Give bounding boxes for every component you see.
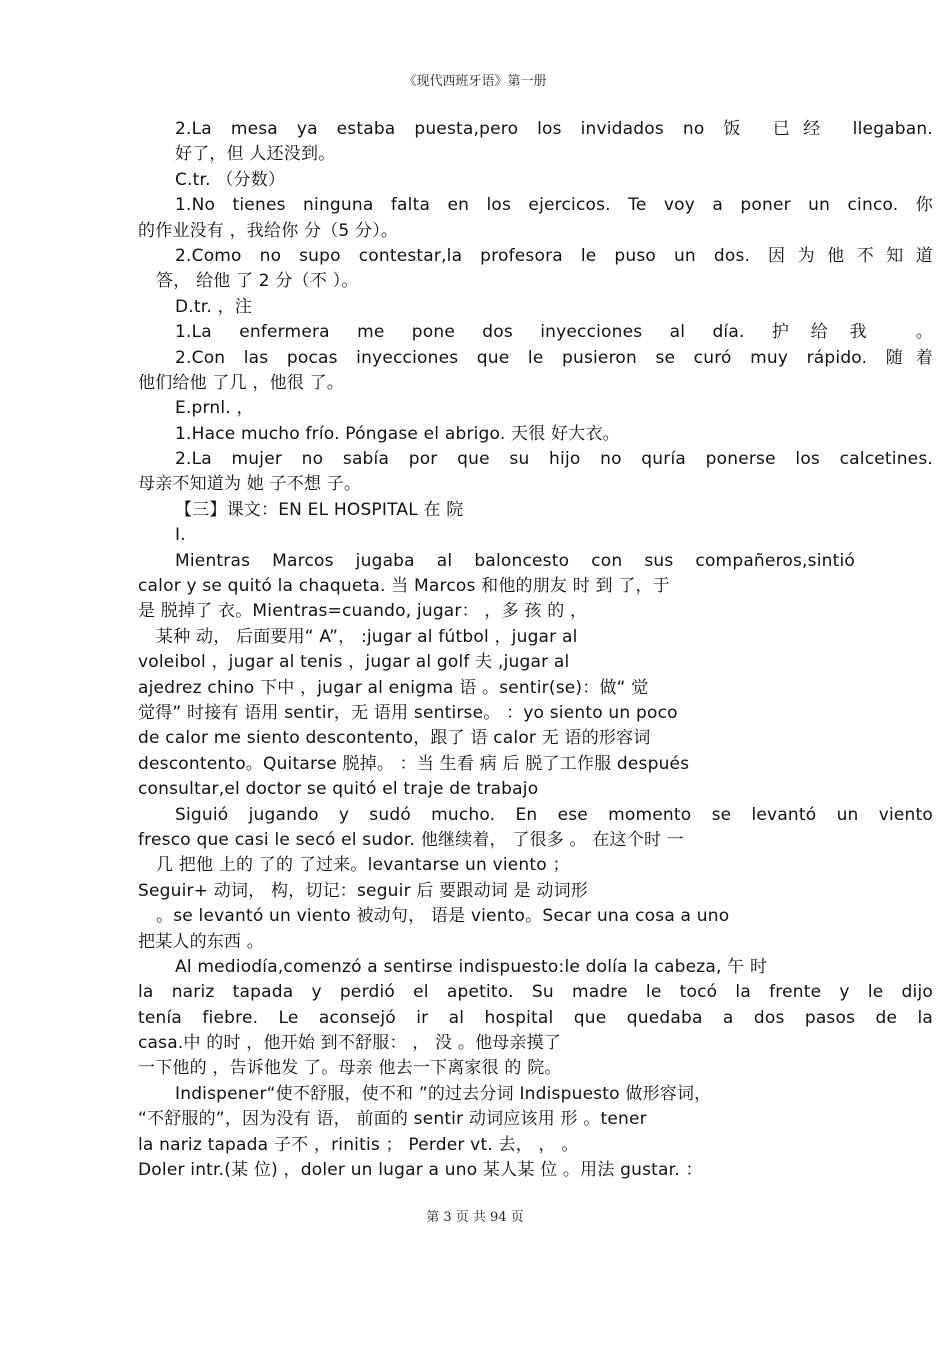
text-line: consultar,el doctor se quitó el traje de trabajo	[138, 779, 539, 800]
text-line: Seguir+ 动词， 构，切记：seguir 后 要跟动词 是 动词形	[138, 880, 588, 901]
text-line: 他们给他 了几 ，他很 了。	[138, 372, 345, 393]
text-line: 2.La mujer no sabía por que su hijo no quría ponerse los calcetines.	[175, 449, 933, 470]
document-body	[138, 117, 933, 1183]
text-line: 是 脱掉了 衣。Mientras=cuando, jugar： ，多 孩 的 ，	[138, 601, 588, 622]
section-label: D.tr. ，注	[175, 296, 252, 317]
text-line: 2.La mesa ya estaba puesta,pero los invidados no 饭 已经 llegaban.	[175, 119, 933, 139]
page-footer: 第 3 页 共 94 页	[426, 1210, 524, 1225]
section-label: C.tr. （分数）	[175, 169, 286, 190]
text-line: 把某人的东西 。	[138, 931, 265, 952]
running-header: 《现代西班牙语》第一册	[403, 74, 547, 89]
text-line: 一下他的 ，告诉他发 了。母亲 他去一下离家很 的 院。	[138, 1058, 562, 1079]
text-line: descontento。Quitarse 脱掉。 ：当 生看 病 后 脱了工作服 después	[138, 753, 690, 774]
text-line: 1.Hace mucho frío. Póngase el abrigo. 天很 好大衣。	[175, 423, 620, 444]
text-line: Mientras Marcos jugaba al baloncesto con sus compañeros,sintió	[175, 550, 855, 571]
text-line: Siguió jugando y sudó mucho. En ese momento se levantó un viento	[175, 804, 933, 825]
text-line: 母亲不知道为 她 子不想 子。	[138, 474, 362, 495]
text-line: casa.中 的时 ，他开始 到不舒服： ， 没 。他母亲摸了	[138, 1033, 562, 1054]
text-line: la nariz tapada 子不 ，rinitis ； Perder vt. 去， ， 。	[138, 1134, 579, 1155]
text-line: de calor me siento descontento，跟了 语 calor 无 语的形容词	[138, 728, 651, 749]
text-line: Al mediodía,comenzó a sentirse indispuesto:le dolía la cabeza, 午 时	[175, 956, 768, 977]
text-line: 1.La enfermera me pone dos inyecciones al día. 护给我 。	[175, 322, 933, 343]
text-line: 好了，但 人还没到。	[175, 144, 336, 165]
text-line: 觉得” 时接有 语用 sentir，无 语用 sentirse。 ：yo siento un poco	[138, 702, 678, 723]
section-heading: 【三】课文：EN EL HOSPITAL 在 院	[175, 499, 464, 520]
text-line: voleibol ，jugar al tenis ，jugar al golf 夫 ,jugar al	[138, 652, 570, 673]
text-line: fresco que casi le secó el sudor. 他继续着， 了很多 。 在这个时 一	[138, 829, 684, 850]
text-line: 几 把他 上的 了的 了过来。levantarse un viento ；	[156, 855, 570, 876]
text-line: calor y se quitó la chaqueta. 当 Marcos 和他的朋友 时 到 了，于	[138, 576, 670, 597]
text-line: Doler intr.(某 位) ，doler un lugar a uno 某人某 位 。用法 gustar. ：	[138, 1160, 703, 1181]
text-line: Indispener“使不舒服，使不和 ”的过去分词 Indispuesto 做形容词，	[175, 1083, 712, 1104]
text-line: 2.Con las pocas inyecciones que le pusieron se curó muy rápido. 随着	[175, 347, 933, 368]
section-label: E.prnl. ，	[175, 398, 254, 419]
text-line: 答， 给他 了 2 分（不 ）。	[156, 271, 359, 292]
text-line: ajedrez chino 下中 ，jugar al enigma 语 。sentir(se)：做“ 觉	[138, 677, 649, 698]
text-line: 的作业没有 ，我给你 分（5 分）。	[138, 220, 399, 241]
text-line: la nariz tapada y perdió el apetito. Su madre le tocó la frente y le dijo	[138, 982, 933, 1003]
text-line: tenía fiebre. Le aconsejó ir al hospital que quedaba a dos pasos de la	[138, 1007, 933, 1028]
section-label: I.	[175, 525, 186, 546]
text-line: 2.Como no supo contestar,la profesora le puso un dos. 因为他不知道	[175, 245, 933, 266]
text-line: 。se levantó un viento 被动句， 语是 viento。Secar una cosa a uno	[156, 906, 730, 927]
text-line: “不舒服的”，因为没有 语， 前面的 sentir 动词应该用 形 。tener	[138, 1109, 647, 1130]
text-line: 1.No tienes ninguna falta en los ejercicos. Te voy a poner un cinco. 你	[175, 195, 933, 216]
text-line: 某种 动， 后面要用“ A”， :jugar al fútbol ，jugar al	[156, 626, 578, 647]
